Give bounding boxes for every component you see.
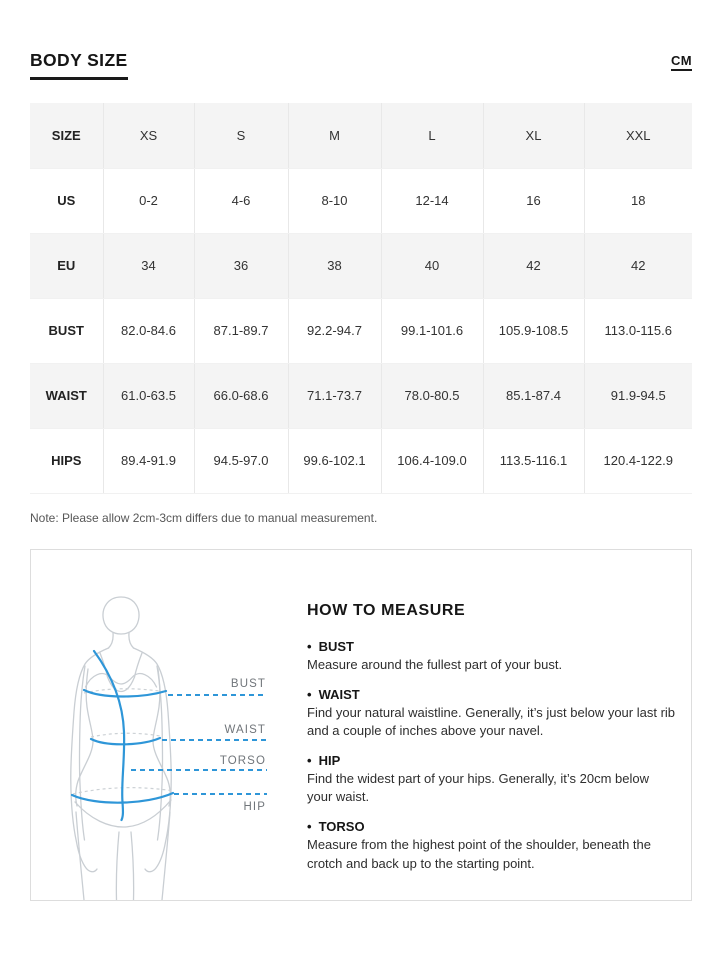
guide-section-hip xyxy=(307,753,677,806)
column-header: M xyxy=(288,103,381,168)
table-row-waist xyxy=(30,363,692,428)
hip-diagram-label: HIP xyxy=(243,800,266,813)
guide-title: HOW TO MEASURE xyxy=(307,601,466,619)
cell: 38 xyxy=(288,233,381,298)
cell: 16 xyxy=(483,168,584,233)
column-header: XS xyxy=(103,103,194,168)
cell: 113.5-116.1 xyxy=(483,428,584,493)
cell: 8-10 xyxy=(288,168,381,233)
section-text: Measure from the highest point of the shoulder, beneath the crotch and back up to the starting point. xyxy=(307,837,652,871)
torso-diagram-label: TORSO xyxy=(219,754,266,767)
table-row-us xyxy=(30,168,692,233)
column-header: SIZE xyxy=(30,103,103,168)
cell: 61.0-63.5 xyxy=(103,363,194,428)
cell: 113.0-115.6 xyxy=(584,298,692,363)
table-row-hips xyxy=(30,428,692,493)
page-title: BODY SIZE xyxy=(30,50,128,80)
guide-section-torso xyxy=(307,819,677,872)
diagram-labels xyxy=(220,678,266,813)
cell: 87.1-89.7 xyxy=(194,298,288,363)
header xyxy=(30,50,692,80)
cell: 82.0-84.6 xyxy=(103,298,194,363)
how-to-measure-box xyxy=(30,549,692,901)
column-header: L xyxy=(381,103,483,168)
cell: 66.0-68.6 xyxy=(194,363,288,428)
waist-diagram-label: WAIST xyxy=(224,723,266,736)
cell: 91.9-94.5 xyxy=(584,363,692,428)
table-row-bust xyxy=(30,298,692,363)
section-heading: • HIP xyxy=(307,753,677,768)
cell: 106.4-109.0 xyxy=(381,428,483,493)
cell: 42 xyxy=(584,233,692,298)
cell: 40 xyxy=(381,233,483,298)
cell: 99.6-102.1 xyxy=(288,428,381,493)
row-label: BUST xyxy=(30,298,103,363)
bust-diagram-label: BUST xyxy=(230,677,266,690)
section-text: Find the widest part of your hips. Generally, it’s 20cm below your waist. xyxy=(307,771,650,805)
table-header-row xyxy=(30,103,692,168)
cell: 99.1-101.6 xyxy=(381,298,483,363)
cell: 94.5-97.0 xyxy=(194,428,288,493)
column-header: XXL xyxy=(584,103,692,168)
cell: 71.1-73.7 xyxy=(288,363,381,428)
body-measurement-diagram xyxy=(61,574,301,900)
body-size-table xyxy=(30,103,692,494)
waist-line xyxy=(91,738,160,744)
measurement-note: Note: Please allow 2cm-3cm differs due to manual measurement. xyxy=(30,510,378,525)
row-label: US xyxy=(30,168,103,233)
cell: 36 xyxy=(194,233,288,298)
row-label: HIPS xyxy=(30,428,103,493)
section-heading: • WAIST xyxy=(307,687,677,702)
cell: 89.4-91.9 xyxy=(103,428,194,493)
body-figure-illustration xyxy=(61,574,301,900)
leader-lines xyxy=(131,695,267,794)
column-header: S xyxy=(194,103,288,168)
section-heading: • TORSO xyxy=(307,819,677,834)
cell: 34 xyxy=(103,233,194,298)
row-label: WAIST xyxy=(30,363,103,428)
table-row-eu xyxy=(30,233,692,298)
how-to-measure-guide xyxy=(301,550,691,900)
guide-section-waist xyxy=(307,687,677,740)
cell: 42 xyxy=(483,233,584,298)
cell: 18 xyxy=(584,168,692,233)
cell: 0-2 xyxy=(103,168,194,233)
cell: 92.2-94.7 xyxy=(288,298,381,363)
cell: 120.4-122.9 xyxy=(584,428,692,493)
cell: 4-6 xyxy=(194,168,288,233)
cell: 85.1-87.4 xyxy=(483,363,584,428)
cell: 105.9-108.5 xyxy=(483,298,584,363)
guide-section-bust xyxy=(307,639,677,674)
cell: 12-14 xyxy=(381,168,483,233)
section-text: Find your natural waistline. Generally, it’s just below your last rib and a couple of inches above your navel. xyxy=(307,704,676,738)
section-heading: • BUST xyxy=(307,639,677,654)
column-header: XL xyxy=(483,103,584,168)
row-label: EU xyxy=(30,233,103,298)
body-outline xyxy=(71,597,171,900)
section-text: Measure around the fullest part of your bust. xyxy=(307,656,563,672)
cell: 78.0-80.5 xyxy=(381,363,483,428)
unit-toggle-cm[interactable]: CM xyxy=(671,53,692,71)
